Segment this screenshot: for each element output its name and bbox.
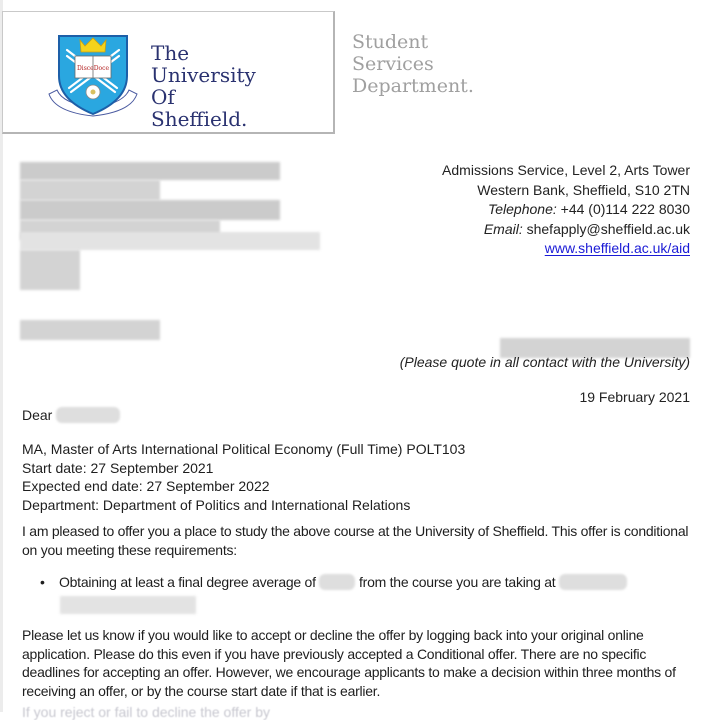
requirement-text-2: from the course you are taking at xyxy=(359,574,556,590)
redacted-recipient-name xyxy=(56,407,120,423)
telephone-number: +44 (0)114 222 8030 xyxy=(560,201,690,217)
course-department: Department: Department of Politics and International Relations xyxy=(22,496,411,513)
university-name xyxy=(151,42,256,130)
university-logo-box xyxy=(2,11,335,134)
address-line-1: Admissions Service, Level 2, Arts Tower xyxy=(442,162,690,178)
department-name-line: Student xyxy=(352,31,429,53)
email-line xyxy=(442,220,690,240)
requirement-text-1: Obtaining at least a final degree average of xyxy=(59,574,316,590)
university-name-line: University xyxy=(151,63,256,87)
department-name-line: Services xyxy=(352,53,434,75)
address-line-2: Western Bank, Sheffield, S10 2TN xyxy=(477,181,690,198)
email-address: shefapply@sheffield.ac.uk xyxy=(526,220,690,237)
letter-date: 19 February 2021 xyxy=(579,389,690,405)
department-name-line: Department. xyxy=(352,75,474,97)
response-paragraph: Please let us know if you would like to accept or decline the offer by logging back into your original online application. Please do this even if you have previously accepted a Conditional offer. There are no specific deadlines for accepting an offer. However, we encourage applicants to make a decision within three months of receiving an offer, or by the course start date if that is earlier. xyxy=(22,627,676,699)
course-start-date: Start date: 27 September 2021 xyxy=(22,459,214,476)
university-name-line: The xyxy=(151,41,190,65)
email-label: Email: xyxy=(483,220,523,237)
salutation-text: Dear xyxy=(22,407,53,423)
department-name xyxy=(352,31,474,97)
course-title: MA, Master of Arts International Political Economy (Full Time) POLT103 xyxy=(22,441,466,457)
university-name-line: Of xyxy=(151,85,175,109)
offer-paragraph: I am pleased to offer you a place to study the above course at the University of Sheffield. This offer is conditional on you meeting these requirements: xyxy=(22,523,689,558)
telephone-label: Telephone: xyxy=(487,201,557,217)
redacted-institution xyxy=(559,574,627,590)
salutation xyxy=(22,407,120,423)
course-details xyxy=(22,440,465,514)
bullet-icon: • xyxy=(40,574,45,590)
website-link[interactable]: www.sheffield.ac.uk/aid xyxy=(544,240,690,256)
telephone-line xyxy=(442,200,690,220)
university-name-line: Sheffield. xyxy=(151,107,248,131)
redacted-institution-continued xyxy=(60,596,196,614)
svg-text:DisceDoce: DisceDoce xyxy=(76,65,110,72)
cutoff-line: If you reject or fail to decline the offer by xyxy=(22,704,270,720)
requirement-item xyxy=(40,574,627,590)
sender-address xyxy=(442,161,690,259)
reference-quote-note: (Please quote in all contact with the University) xyxy=(399,354,690,370)
university-crest-icon xyxy=(47,30,139,120)
course-end-date: Expected end date: 27 September 2022 xyxy=(22,478,270,494)
redacted-grade xyxy=(319,574,355,590)
